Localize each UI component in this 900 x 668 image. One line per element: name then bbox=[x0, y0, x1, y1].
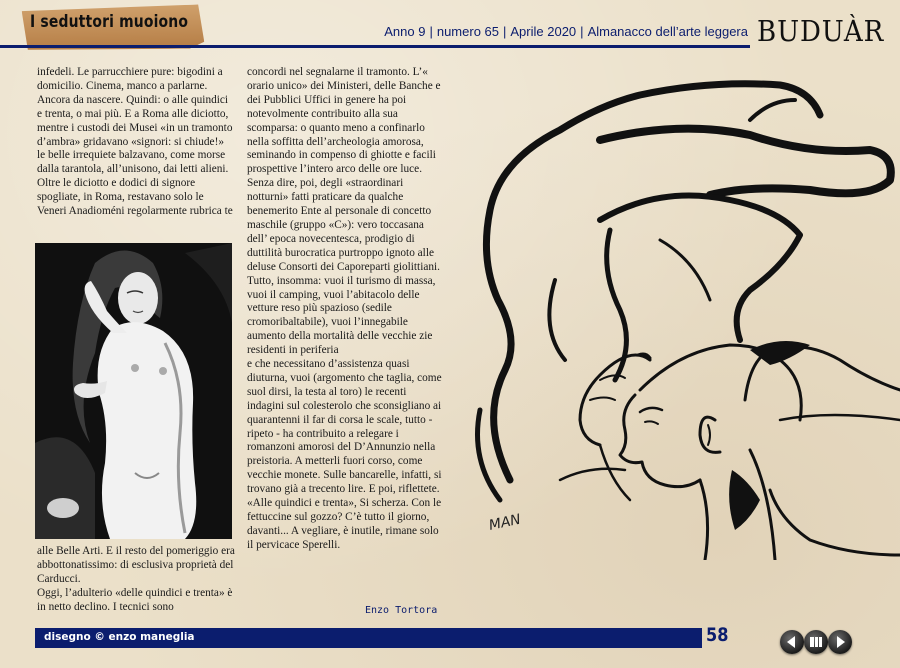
arrow-left-icon bbox=[780, 630, 804, 654]
issue-info bbox=[384, 24, 748, 39]
article-paragraph: concordi nel segnalarne il tramonto. L’« orario unico» dei Ministeri, delle Banche e dei Pubblici Uffici in genere ha poi notevolmente contribuito alla sua scomparsa: o quanto meno a confinarlo nella soffitta dell’archeologia amorosa, seminando in compenso di ghiotte e facili prospettive l’intero arco delle ore luce. Senza dire, poi, degli «straordinari notturni» fatti praticare da qualche benemerito Ente al personale di concetto maschile (gruppo «C»): vero toccasana dell’ epoca novecentesca, prodigio di duttilità burocratica purtroppo ignoto alle deluse Consorti dei Caporeparti giolittiani. Tutto, insomma: vuoi il turismo di massa, vuoi il camping, vuoi l’abitacolo delle vetture reso più spazioso (sedile cromoribaltabile), vuoi l’innegabile aumento della mortalità delle vecchie zie residenti in periferia bbox=[247, 66, 441, 357]
issue-date: Aprile 2020 bbox=[510, 24, 577, 39]
separator: | bbox=[580, 24, 584, 39]
article-paragraph: infedeli. Le parrucchiere pure: bigodini a domicilio. Cinema, manco a parlarne. Ancora da nascere. Quindi: o alle quindici e trenta, o mai più. E a Roma alle diciotto, mentre i custodi dei Musei «in un tramonto d’ambra» gridavano «signori: si chiude!» le belle irrequiete balzavano, come morse dalla tarantola, all’unisono, dai letti alieni. Oltre le diciotto e dodici di signore spogliate, in Roma, restavano solo le Veneri Anadioméni regolarmente rubrica te bbox=[37, 66, 233, 218]
article-column-1-bottom bbox=[37, 545, 237, 615]
illustration-signature: MAN bbox=[487, 511, 523, 534]
header-rule bbox=[0, 45, 750, 48]
article-paragraph: e che necessitano d’assistenza quasi diuturna, vuoi (argomento che taglia, come suol dirsi, la testa al toro) le recenti indagini sul colesterolo che sconsigliano ai quarantenni il far di corsa le scale, tutto - ripeto - ha contribuito a relegare i romanzoni amorosi del D’Annunzio nella preistoria. A metterli fuori corso, come vecchie monete. Sulle bancarelle, infatti, si trovano già a trecento lire. E poi, riflettete. «Alle quindici e trenta», Si scherza. Con le fettuccine sul gozzo? C’è tutto il giorno, davanti... A vegliare, è inutile, rimane solo il pervicace Sperelli. bbox=[247, 358, 442, 551]
caricature-illustration bbox=[450, 60, 900, 560]
article-column-2 bbox=[247, 66, 445, 553]
venus-painting-image bbox=[35, 243, 232, 539]
page-number: 58 bbox=[706, 624, 729, 646]
magazine-subtitle: Almanacco dell’arte leggera bbox=[587, 24, 748, 39]
page-navigation bbox=[780, 630, 852, 656]
section-title: I seduttori muoiono bbox=[30, 12, 189, 32]
article-paragraph: alle Belle Arti. E il resto del pomeriggio era abbottonatissimo: di esclusiva proprietà del Carducci. bbox=[37, 545, 235, 585]
article-paragraph: Oggi, l’adulterio «delle quindici e trenta» è in netto declino. I tecnici sono bbox=[37, 586, 233, 613]
arrow-right-icon bbox=[828, 630, 852, 654]
illustration-credit: disegno © enzo maneglia bbox=[44, 631, 195, 643]
previous-page-button[interactable] bbox=[780, 630, 804, 654]
next-page-button[interactable] bbox=[828, 630, 852, 654]
separator: | bbox=[429, 24, 433, 39]
home-button[interactable] bbox=[804, 630, 828, 654]
magazine-logo: BUDUÀR bbox=[757, 14, 885, 48]
issue-number: numero 65 bbox=[436, 24, 499, 39]
issue-year: Anno 9 bbox=[384, 24, 426, 39]
home-icon bbox=[804, 630, 828, 654]
separator: | bbox=[503, 24, 507, 39]
author-signature: Enzo Tortora bbox=[365, 605, 438, 616]
article-column-1-top bbox=[37, 66, 234, 219]
